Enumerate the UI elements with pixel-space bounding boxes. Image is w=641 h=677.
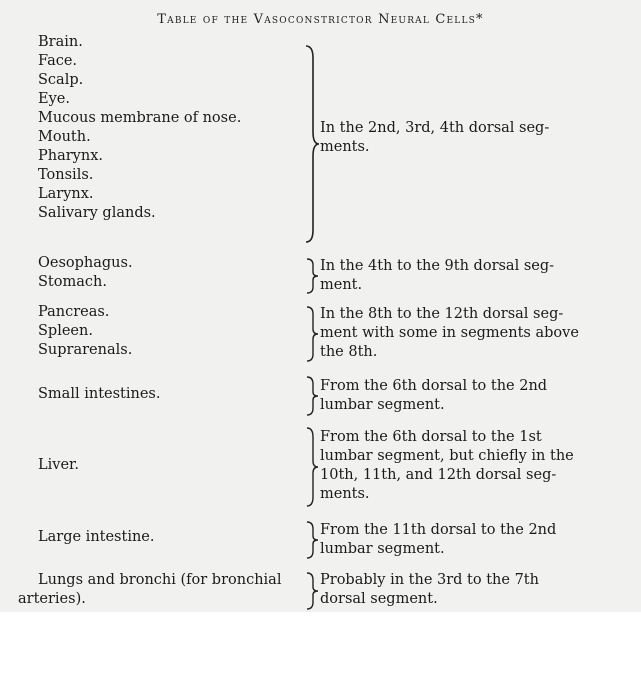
organ-item: Pharynx. [38,148,103,164]
organ-list-large-intestine [38,528,155,547]
segment-line: the 8th. [320,344,378,360]
segment-text [320,428,620,504]
segment-text [320,571,620,609]
organ-item: Face. [38,53,78,69]
segment-line: dorsal segment. [320,591,438,607]
curly-brace [303,306,321,362]
segment-line: ment with some in segments above [320,325,579,341]
segment-text [320,305,620,362]
organ-item: Mouth. [38,129,91,145]
organ-item: Eye. [38,91,70,107]
organ-item: Tonsils. [38,167,94,183]
organ-item: Pancreas. [38,304,110,320]
organ-item: Large intestine. [38,529,155,545]
curly-brace [303,572,321,610]
organ-item: Brain. [38,34,83,50]
segment-text [320,257,620,295]
organ-list-lungs [18,571,282,609]
segment-line: lumbar segment, but chiefly in the [320,448,574,464]
organ-list-glands [38,303,132,360]
organ-list-liver [38,456,79,475]
curly-brace [303,376,321,416]
organ-item-continuation: arteries). [18,591,86,607]
organ-item: Larynx. [38,186,94,202]
segment-line: lumbar segment. [320,541,445,557]
curly-brace [303,521,321,559]
organ-item: Scalp. [38,72,84,88]
segment-text [320,377,620,415]
curly-brace [303,427,321,507]
organ-list-small-intestines [38,385,160,404]
organ-item: Stomach. [38,274,107,290]
segment-text [320,521,620,559]
segment-line: ments. [320,486,370,502]
segment-line: lumbar segment. [320,397,445,413]
organ-item: Lungs and bronchi (for bronchial [38,572,282,588]
segment-line: From the 6th dorsal to the 2nd [320,378,548,394]
organ-item: Oesophagus. [38,255,133,271]
segment-line: 10th, 11th, and 12th dorsal seg- [320,467,557,483]
organ-item: Salivary glands. [38,205,156,221]
table-title: Table of the Vasoconstrictor Neural Cells* [157,12,484,27]
segment-line: ments. [320,139,370,155]
organ-list-head [38,33,241,223]
segment-text [320,119,620,157]
organ-item: Suprarenals. [38,342,133,358]
segment-line: Probably in the 3rd to the 7th [320,572,539,588]
organ-list-digestive-upper [38,254,133,292]
organ-item: Mucous membrane of nose. [38,110,242,126]
segment-line: In the 2nd, 3rd, 4th dorsal seg- [320,120,550,136]
organ-item: Spleen. [38,323,93,339]
curly-brace [303,258,321,294]
organ-item: Liver. [38,457,79,473]
segment-line: ment. [320,277,363,293]
organ-item: Small intestines. [38,386,161,402]
segment-line: From the 11th dorsal to the 2nd [320,522,557,538]
segment-line: In the 8th to the 12th dorsal seg- [320,306,564,322]
segment-line: From the 6th dorsal to the 1st [320,429,542,445]
curly-brace [303,44,321,244]
segment-line: In the 4th to the 9th dorsal seg- [320,258,555,274]
